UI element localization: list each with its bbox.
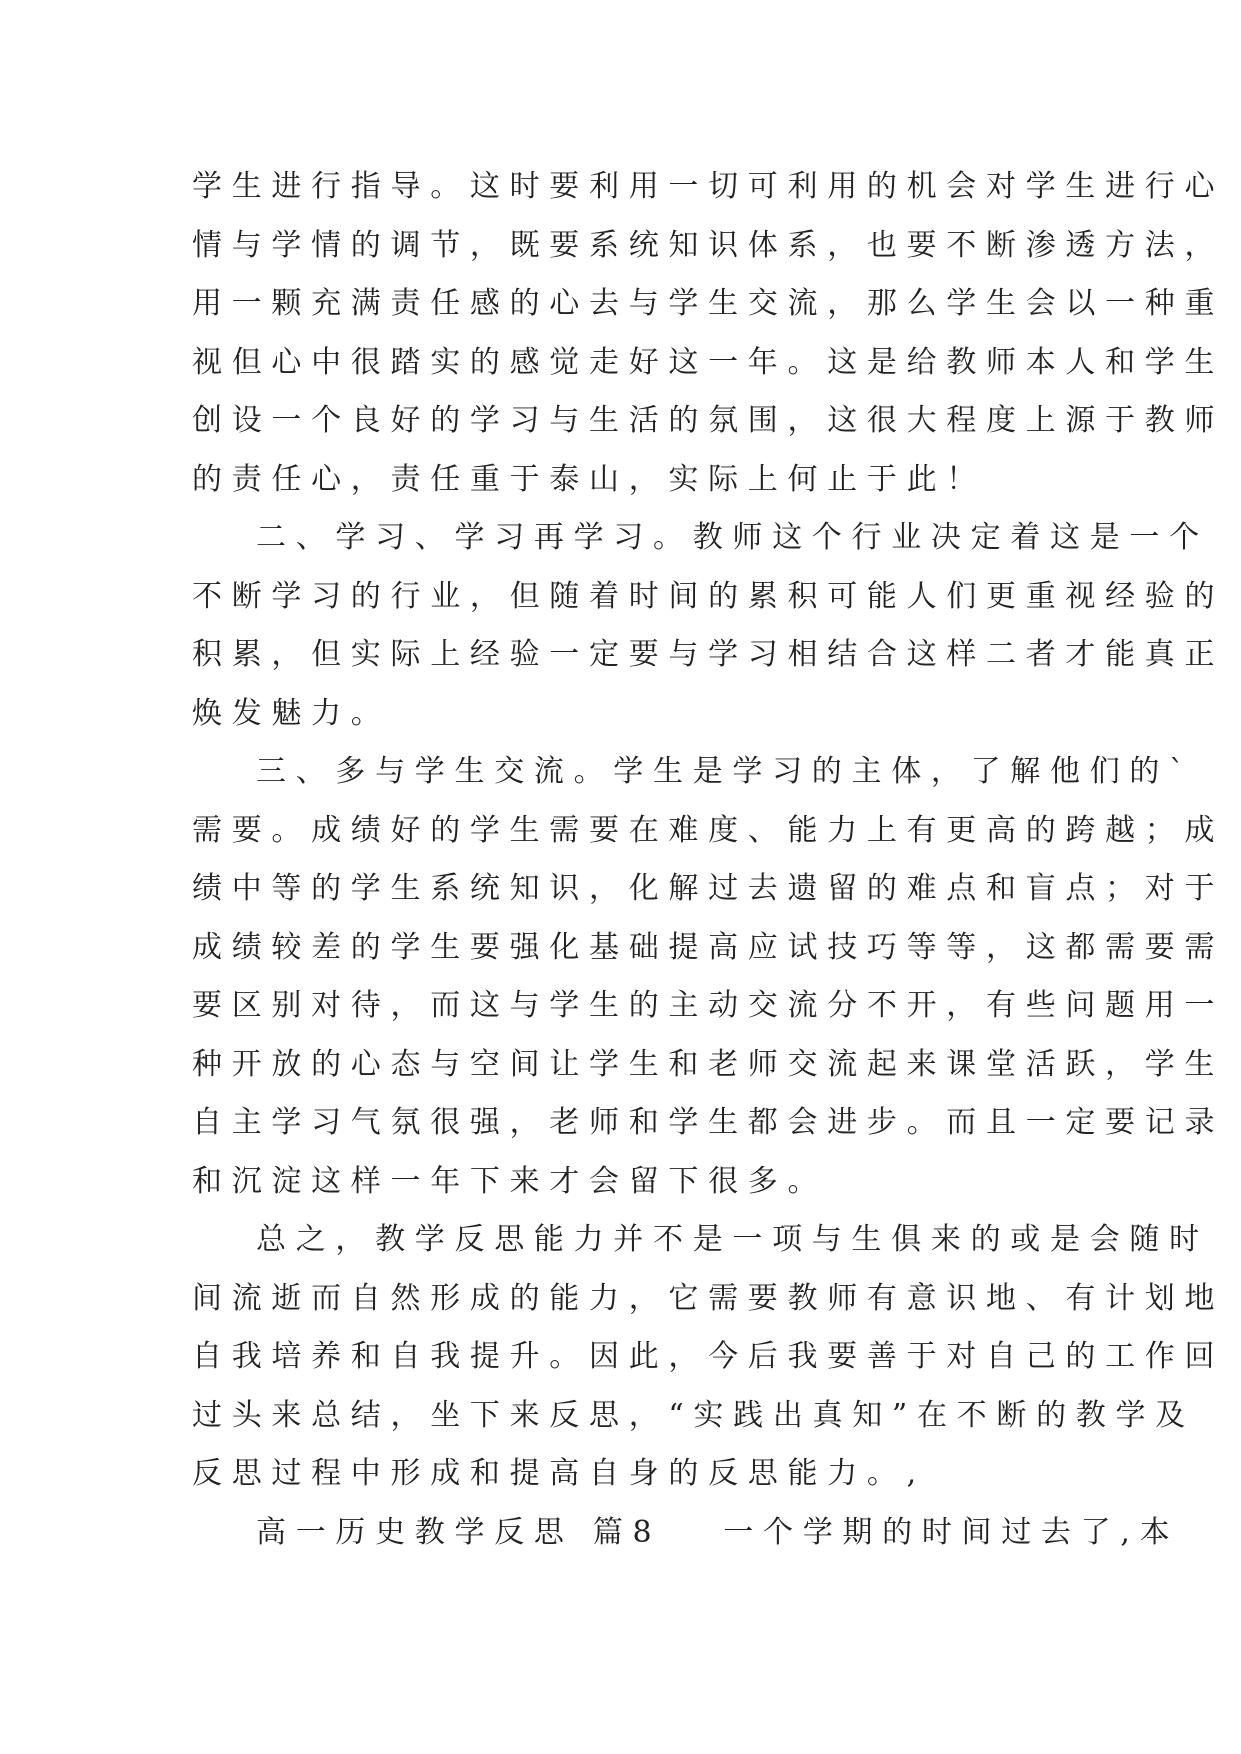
section-start-text: 一个学期的时间过去了,本 [723,1514,1180,1550]
paragraph-line: 间流逝而自然形成的能力，它需要教师有意识地、有计划地 [192,1280,1225,1316]
paragraph-line: 情与学情的调节，既要系统知识体系，也要不断渗透方法， [192,227,1225,263]
paragraph-line: 过头来总结，坐下来反思，“实践出真知”在不断的教学及 [192,1397,1195,1433]
paragraph-line: 总之，教学反思能力并不是一项与生俱来的或是会随时 [256,1222,1209,1257]
paragraph-line: 创设一个良好的学习与生活的氛围，这很大程度上源于教师 [192,403,1225,438]
paragraph-line: 自我培养和自我提升。因此，今后我要善于对自己的工作回 [192,1339,1225,1374]
paragraph-line: 焕发魅力。 [192,695,391,731]
paragraph-line: 积累，但实际上经验一定要与学习相结合这样二者才能真正 [192,637,1225,672]
paragraph-line: 要区别对待，而这与学生的主动交流分不开，有些问题用一 [192,988,1225,1023]
paragraph-line: 绩中等的学生系统知识，化解过去遗留的难点和盲点；对于 [192,871,1225,906]
paragraph-line: 三、多与学生交流。学生是学习的主体，了解他们的` [256,754,1194,789]
paragraph-line: 自主学习气氛很强，老师和学生都会进步。而且一定要记录 [192,1105,1225,1140]
paragraph-line: 不断学习的行业，但随着时间的累积可能人们更重视经验的 [192,578,1225,614]
paragraph-line: 用一颗充满责任感的心去与学生交流，那么学生会以一种重 [192,286,1225,321]
paragraph-line: 的责任心，责任重于泰山，实际上何止于此！ [192,461,986,497]
paragraph-line: 二、学习、学习再学习。教师这个行业决定着这是一个 [256,520,1209,555]
paragraph-line: 需要。成绩好的学生需要在难度、能力上有更高的跨越；成 [192,812,1225,848]
paragraph-line: 种开放的心态与空间让学生和老师交流起来课堂活跃，学生 [192,1046,1225,1082]
paragraph-line: 和沉淀这样一年下来才会留下很多。 [192,1163,828,1199]
paragraph-line: 学生进行指导。这时要利用一切可利用的机会对学生进行心 [192,169,1225,204]
paragraph-line: 成绩较差的学生要强化基础提高应试技巧等等，这都需要需 [192,929,1225,965]
paragraph-line: 反思过程中形成和提高自身的反思能力。, [192,1456,926,1491]
document-body [192,158,1225,1562]
section-heading: 高一历史教学反思 篇8 [256,1514,662,1550]
section-heading-line [192,1504,1180,1563]
paragraph-line: 视但心中很踏实的感觉走好这一年。这是给教师本人和学生 [192,344,1225,380]
